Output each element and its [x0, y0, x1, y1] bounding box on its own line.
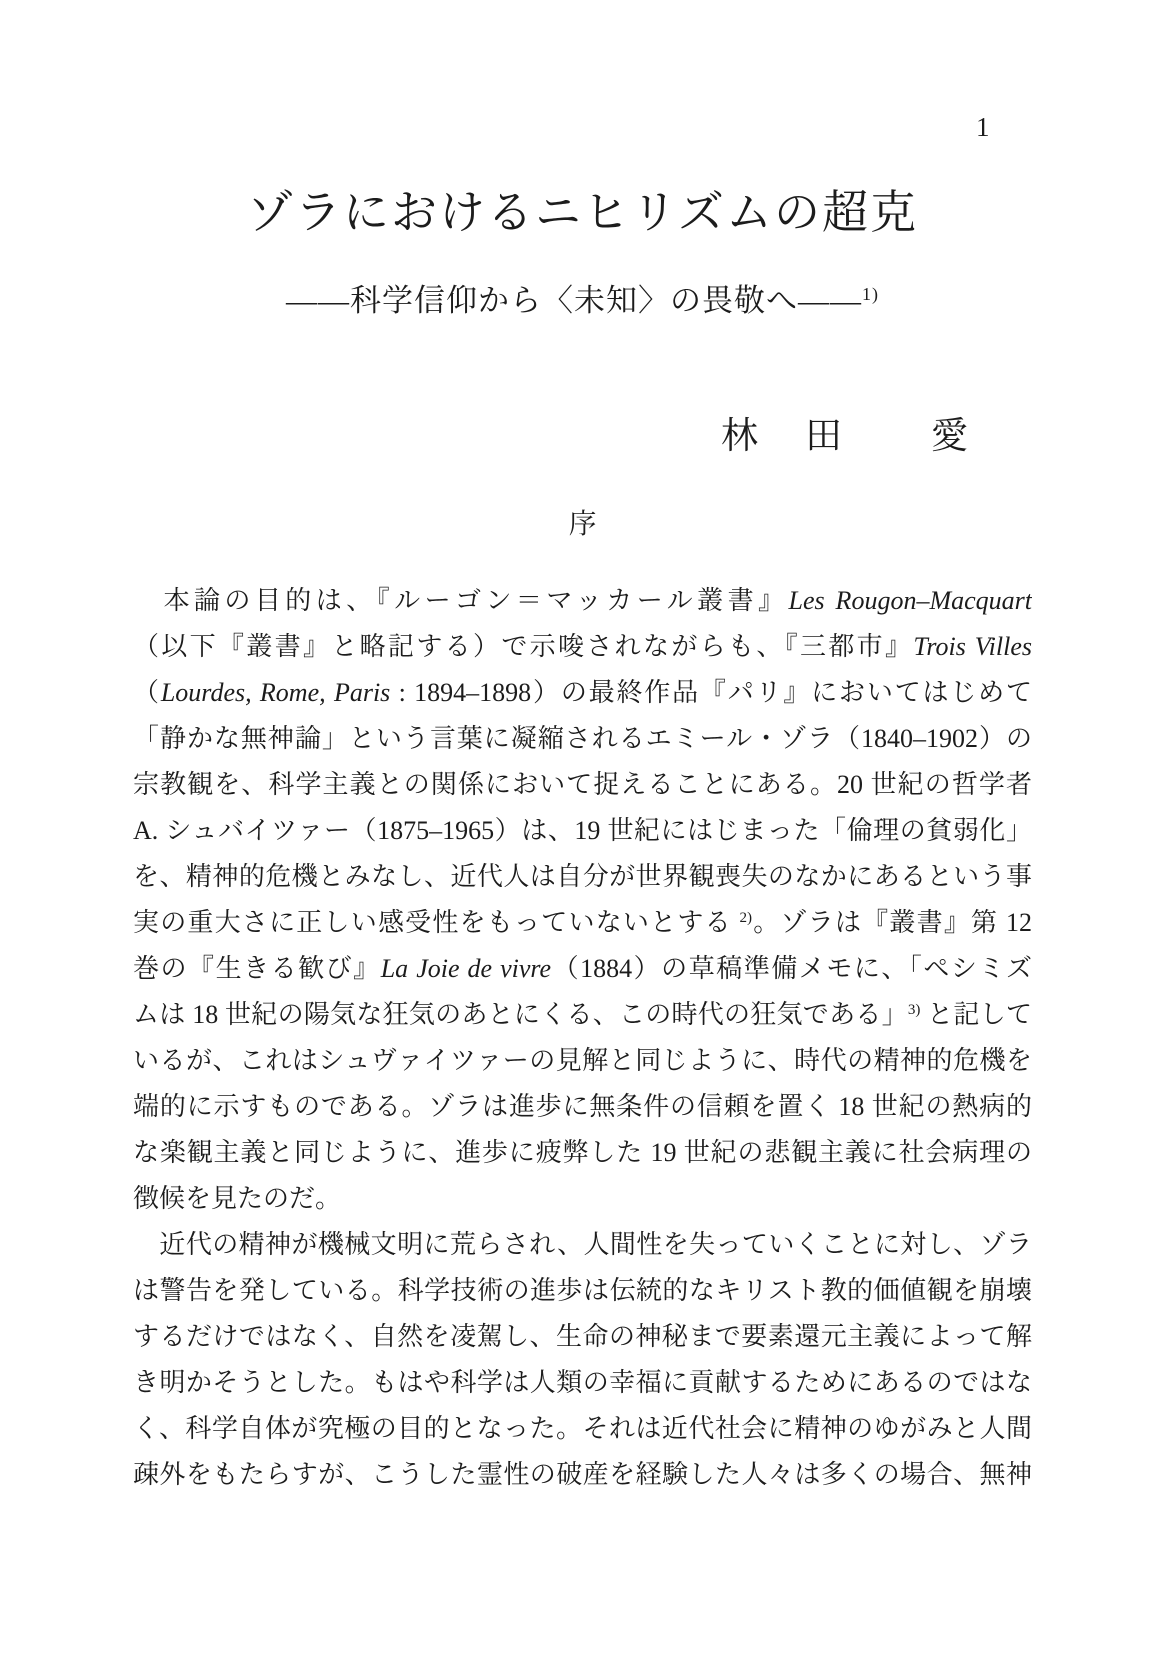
body-line: [133, 1176, 1032, 1222]
body-line-text: を、精神的危機とみなし、近代人は自分が世界観喪失のなかにあるという事: [133, 862, 1032, 891]
body-line: [133, 762, 1032, 808]
body-line: [133, 1038, 1032, 1084]
body-line-text: 本論の目的は、『ルーゴン＝マッカール叢書』: [133, 586, 789, 615]
body-line: [133, 716, 1032, 762]
body-line-text: 近代の精神が機械文明に荒らされ、人間性を失っていくことに対し、ゾラ: [133, 1230, 1032, 1259]
body-line-text: 実の重大さに正しい感受性をもっていないとする: [133, 908, 740, 937]
body-line: [133, 670, 1032, 716]
paper-title: ゾラにおけるニヒリズムの超克: [246, 187, 919, 238]
body-line-text: と記して: [920, 1000, 1032, 1029]
body-line: [133, 1268, 1032, 1314]
body-line-text: な楽観主義と同じように、進歩に疲弊した 19 世紀の悲観主義に社会病理の: [133, 1138, 1032, 1167]
footnote-ref: 3): [907, 1001, 921, 1018]
body-line: [133, 578, 1032, 624]
body-line-text: A. シュバイツァー（1875–1965）は、19 世紀にはじまった「倫理の貧弱化」: [133, 816, 1032, 845]
body-line: [133, 992, 1032, 1038]
italic-title-text: Trois Villes: [913, 632, 1032, 661]
body-line-text: 徴候を見たのだ。: [133, 1184, 342, 1213]
body-line-text: く、科学自体が究極の目的となった。それは近代社会に精神のゆがみと人間: [133, 1414, 1032, 1443]
page-number: 1: [976, 112, 990, 142]
body-line-text: （: [133, 678, 161, 707]
body-line-text: （以下『叢書』と略記する）で示唆されながらも、『三都市』: [133, 632, 914, 661]
italic-title-text: La Joie de vivre: [380, 954, 552, 983]
paper-subtitle: [0, 285, 1165, 316]
body-line-text: : 1894–1898）の最終作品『パリ』においてはじめて: [390, 678, 1032, 707]
body-line: [133, 946, 1032, 992]
body-line: [133, 1406, 1032, 1452]
body-line-text: 疎外をもたらすが、こうした霊性の破産を経験した人々は多くの場合、無神: [133, 1460, 1032, 1489]
body-line-text: （1884）の草稿準備メモに、「ペシミズ: [551, 954, 1032, 983]
body-line: [133, 1314, 1032, 1360]
body-line-text: するだけではなく、自然を凌駕し、生命の神秘まで要素還元主義によって解: [133, 1322, 1032, 1351]
body-line-text: 宗教観を、科学主義との関係において捉えることにある。20 世紀の哲学者: [133, 770, 1032, 799]
body-line: [133, 808, 1032, 854]
body-line-text: 巻の『生きる歓び』: [133, 954, 381, 983]
body-line: [133, 854, 1032, 900]
paper-subtitle-text: ——科学信仰から〈未知〉の畏敬へ——: [286, 283, 863, 318]
body-line-text: 。ゾラは『叢書』第 12: [752, 908, 1032, 937]
body-line: [133, 1452, 1032, 1498]
body-line: [133, 900, 1032, 946]
body-line: [133, 1084, 1032, 1130]
body-line-text: き明かそうとした。もはや科学は人類の幸福に貢献するためにあるのではな: [133, 1368, 1032, 1397]
footnote-ref: 2): [739, 909, 753, 926]
subtitle-footnote-ref: 1): [862, 283, 879, 304]
body-text: [133, 578, 1032, 1498]
body-line-text: 「静かな無神論」という言葉に凝縮されるエミール・ゾラ（1840–1902）の: [133, 724, 1032, 753]
body-line: [133, 1130, 1032, 1176]
body-line: [133, 1222, 1032, 1268]
body-line-text: 端的に示すものである。ゾラは進歩に無条件の信頼を置く 18 世紀の熱病的: [133, 1092, 1032, 1121]
body-line: [133, 1360, 1032, 1406]
body-line-text: いるが、これはシュヴァイツァーの見解と同じように、時代の精神的危機を: [133, 1046, 1032, 1075]
body-line-text: は警告を発している。科学技術の進歩は伝統的なキリスト教的価値観を崩壊: [133, 1276, 1032, 1305]
italic-title-text: Lourdes, Rome, Paris: [160, 678, 391, 707]
body-line-text: ムは 18 世紀の陽気な狂気のあとにくる、この時代の狂気である」: [133, 1000, 908, 1029]
body-line: [133, 624, 1032, 670]
section-heading: 序: [568, 509, 597, 540]
italic-title-text: Les Rougon–Macquart: [788, 586, 1032, 615]
author-name: 林 田 愛: [721, 416, 973, 457]
